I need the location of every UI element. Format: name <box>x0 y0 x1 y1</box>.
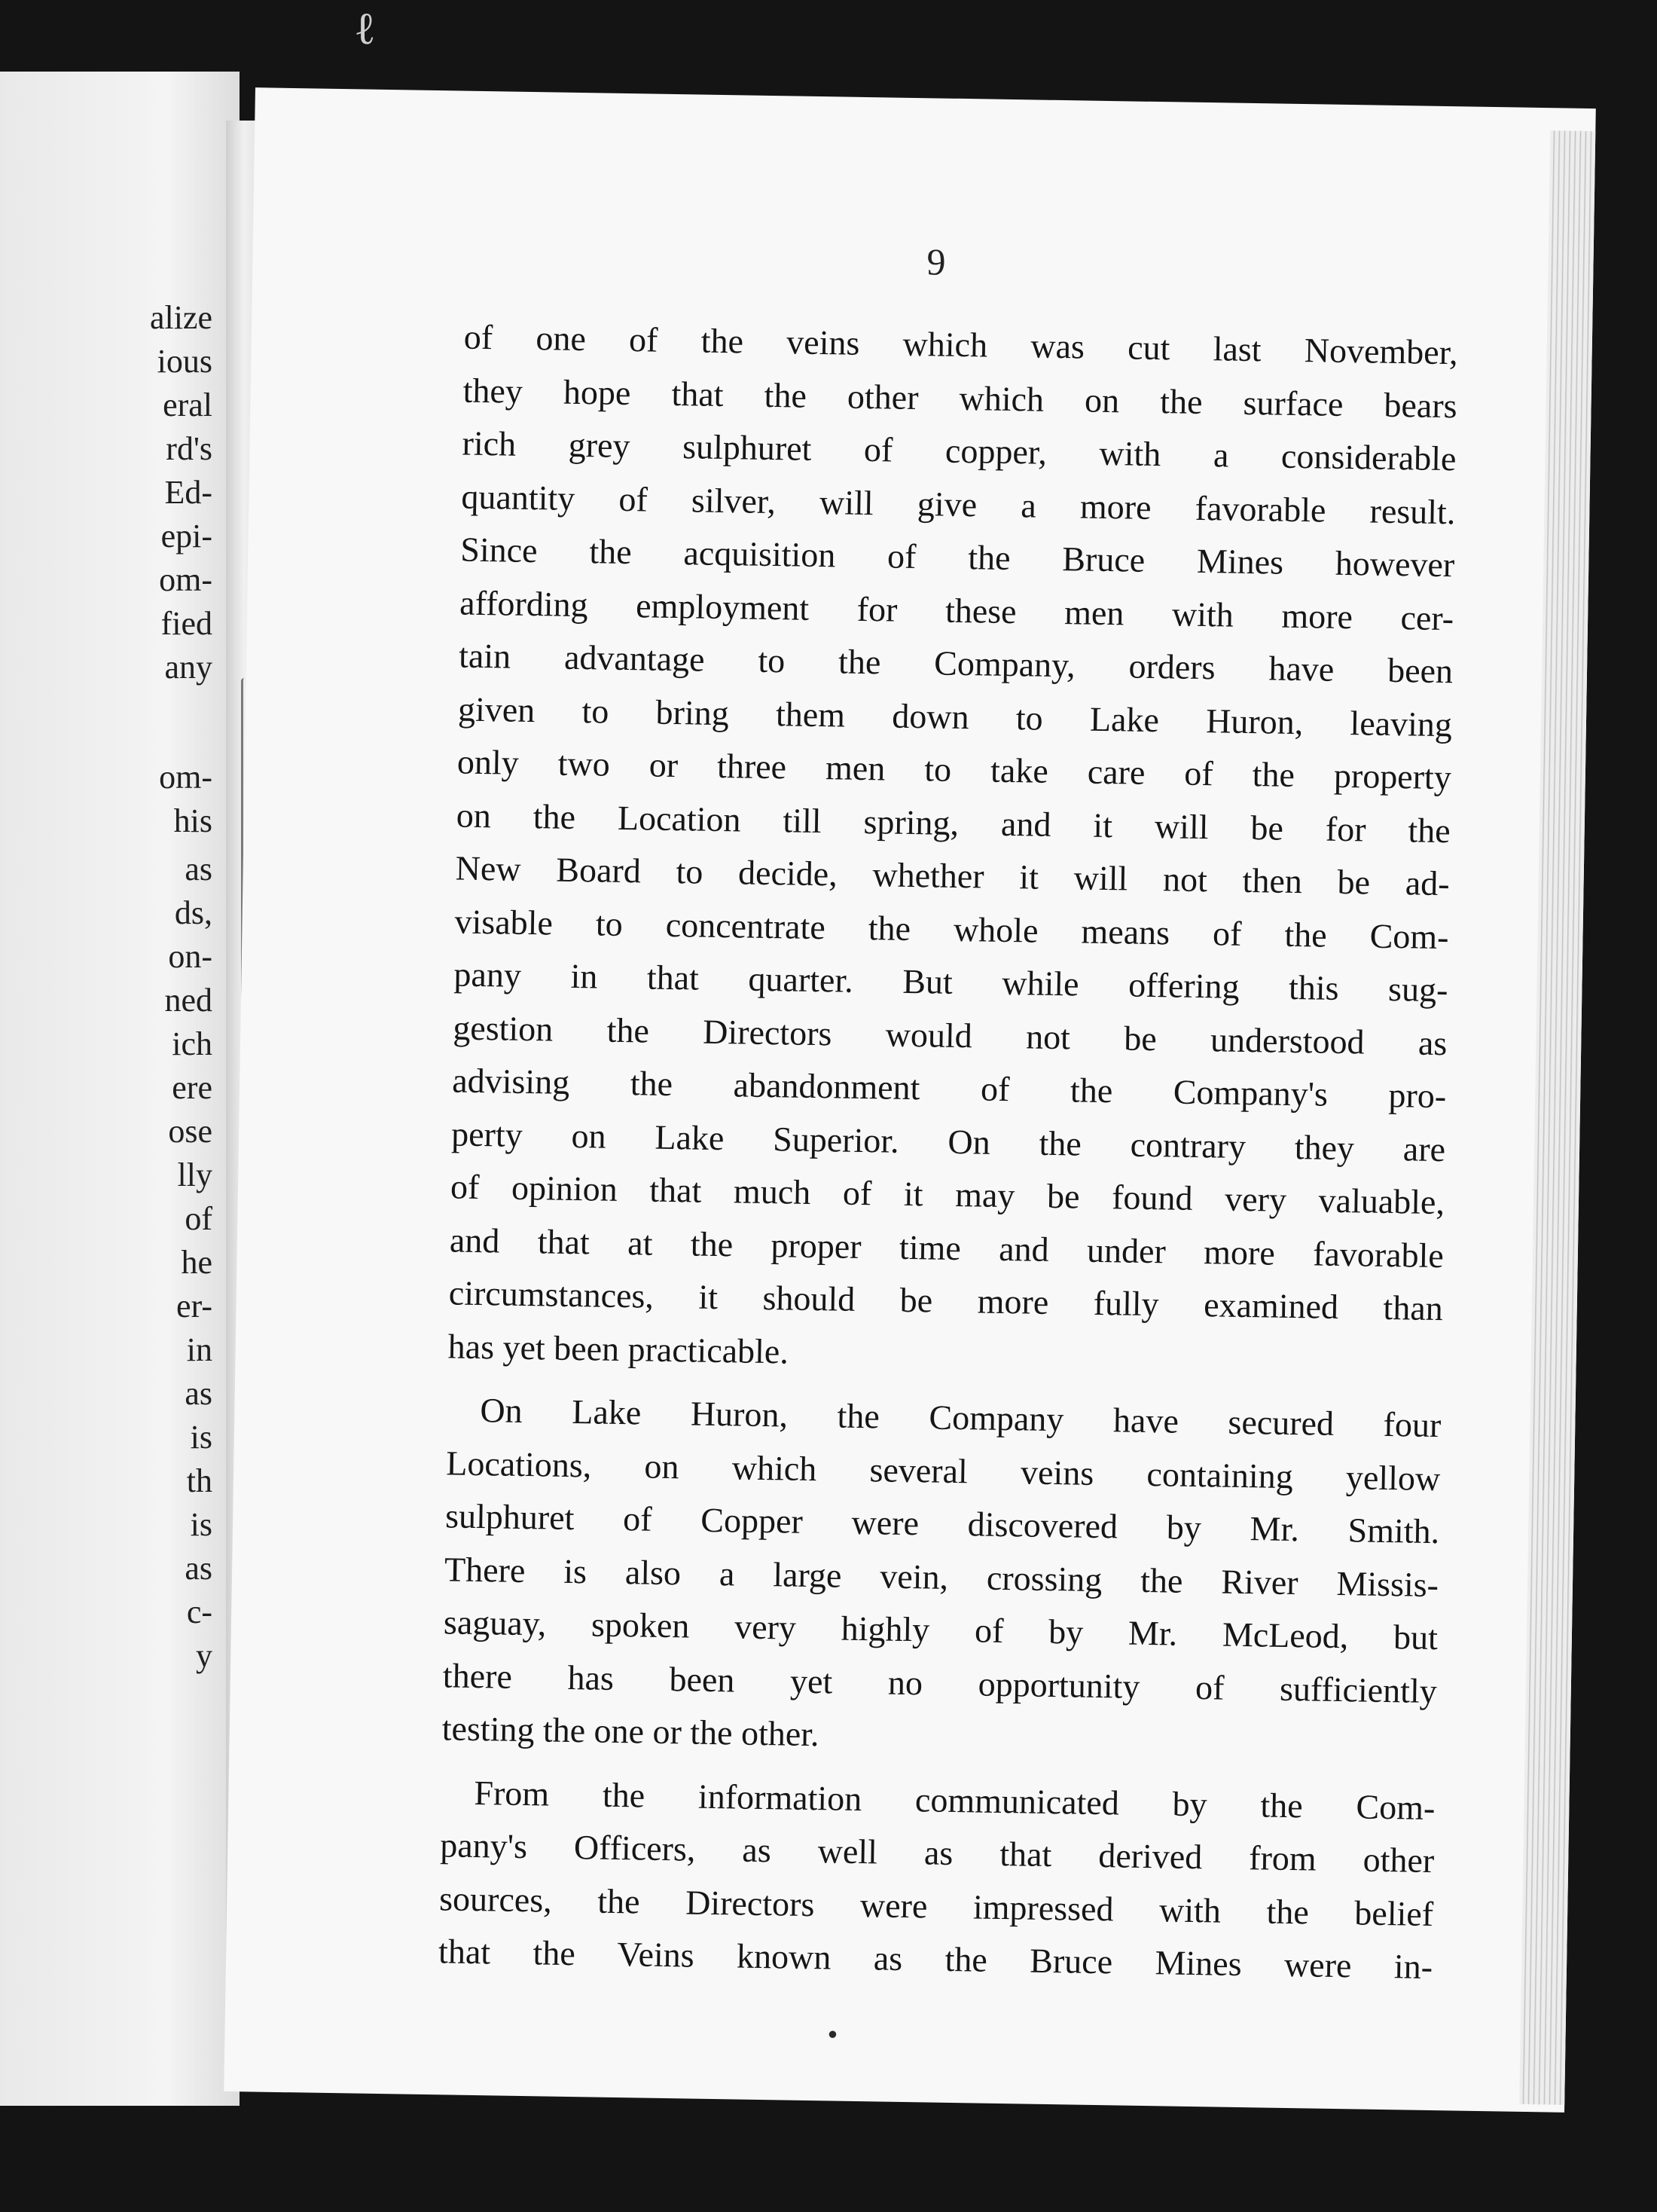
ink-speck: • <box>827 2017 838 2052</box>
text-line: On Lake Huron, the Company have secured four <box>480 1391 1442 1445</box>
left-page-fragment: om- <box>159 759 212 796</box>
left-page-fragment: of <box>185 1200 212 1237</box>
left-page-fragment: ich <box>172 1025 212 1062</box>
text-line: saguay, spoken very highly of by Mr. McLeod, but <box>443 1602 1439 1657</box>
text-line: affording employment for these men with more cer- <box>459 583 1454 637</box>
left-page-fragment: epi- <box>160 518 212 555</box>
page-number: 9 <box>926 240 946 283</box>
text-line: testing the one or the other. <box>441 1709 819 1754</box>
text-line: quantity of silver, will give a more favorable result. <box>461 477 1456 531</box>
left-page-fragment: c- <box>186 1593 212 1630</box>
left-page-fragment: as <box>185 1550 212 1587</box>
left-page-fragment: is <box>190 1419 212 1456</box>
text-line: of opinion that much of it may be found very valuable, <box>450 1167 1445 1222</box>
left-page-fragment: as <box>185 851 212 888</box>
text-line: Locations, on which several veins containing yellow <box>445 1443 1441 1498</box>
left-page-fragment: ds, <box>174 894 212 931</box>
text-line: pany in that quarter. But while offering this sug- <box>453 955 1448 1010</box>
text-line: pany's Officers, as well as that derived from other <box>439 1826 1435 1881</box>
left-page-fragment: ious <box>157 343 212 380</box>
text-line: rich grey sulphuret of copper, with a considerable <box>462 423 1457 478</box>
text-line: sulphuret of Copper were discovered by Mr. Smith. <box>444 1496 1440 1551</box>
text-line: they hope that the other which on the surface bears <box>462 371 1457 425</box>
ink-speck: ℓ <box>354 4 376 53</box>
left-page-fragment: eral <box>163 386 212 423</box>
text-line: only two or three men to take care of the property <box>456 742 1452 797</box>
text-line: gestion the Directors would not be understood as <box>453 1007 1448 1062</box>
left-page-fragment: as <box>185 1375 212 1412</box>
text-line: there has been yet no opportunity of sufficiently <box>442 1655 1438 1710</box>
text-line: has yet been practicable. <box>447 1326 789 1371</box>
text-line: that the Veins known as the Bruce Mines were in- <box>438 1932 1433 1987</box>
text-line: circumstances, it should be more fully examined than <box>448 1273 1444 1328</box>
left-page-fragment: lly <box>177 1156 212 1193</box>
text-line: From the information communicated by the Com- <box>474 1773 1436 1827</box>
left-page-fragment: rd's <box>166 430 212 467</box>
left-page-fragment: in <box>186 1331 212 1368</box>
paragraph <box>441 1383 1442 1771</box>
left-page-fragment: om- <box>159 561 212 598</box>
text-line: perty on Lake Superior. On the contrary they are <box>450 1114 1446 1169</box>
left-page-fragment: er- <box>176 1288 212 1324</box>
left-page-fragment: ned <box>164 982 212 1019</box>
left-page <box>0 72 240 2106</box>
text-line: on the Location till spring, and it will be for the <box>456 795 1451 850</box>
page-edge-stack <box>1519 130 1595 2105</box>
left-page-fragment: alize <box>149 299 212 336</box>
text-line: There is also a large vein, crossing the River Missis- <box>444 1549 1439 1604</box>
left-page-fragment: ose <box>168 1113 212 1150</box>
text-line: advising the abandonment of the Company's pro- <box>451 1061 1447 1116</box>
text-line: Since the acquisition of the Bruce Mines however <box>460 530 1455 585</box>
text-line: sources, the Directors were impressed with the belief <box>438 1878 1434 1933</box>
paragraph <box>438 1766 1436 1994</box>
left-page-fragment: he <box>181 1244 212 1281</box>
left-page-fragment: ere <box>172 1069 212 1106</box>
text-line: and that at the proper time and under more favorable <box>449 1220 1445 1275</box>
text-line: New Board to decide, whether it will not then be ad- <box>455 848 1451 903</box>
body-text <box>438 311 1459 1994</box>
left-page-fragment: his <box>173 802 212 839</box>
left-page-fragment: Ed- <box>164 474 212 511</box>
right-page <box>224 87 1596 2113</box>
left-page-fragment: any <box>164 649 212 686</box>
text-line: visable to concentrate the whole means of the Com- <box>454 901 1449 956</box>
text-line: of one of the veins which was cut last November, <box>463 317 1459 372</box>
paragraph <box>447 311 1458 1389</box>
left-page-fragment: is <box>190 1506 212 1543</box>
left-page-fragment: y <box>196 1637 212 1674</box>
left-page-fragment: fied <box>160 605 212 642</box>
text-line: given to bring them down to Lake Huron, leaving <box>457 689 1453 744</box>
text-line: tain advantage to the Company, orders have been <box>458 636 1454 691</box>
left-page-fragment: th <box>186 1462 212 1499</box>
left-page-fragment: on- <box>168 938 212 975</box>
